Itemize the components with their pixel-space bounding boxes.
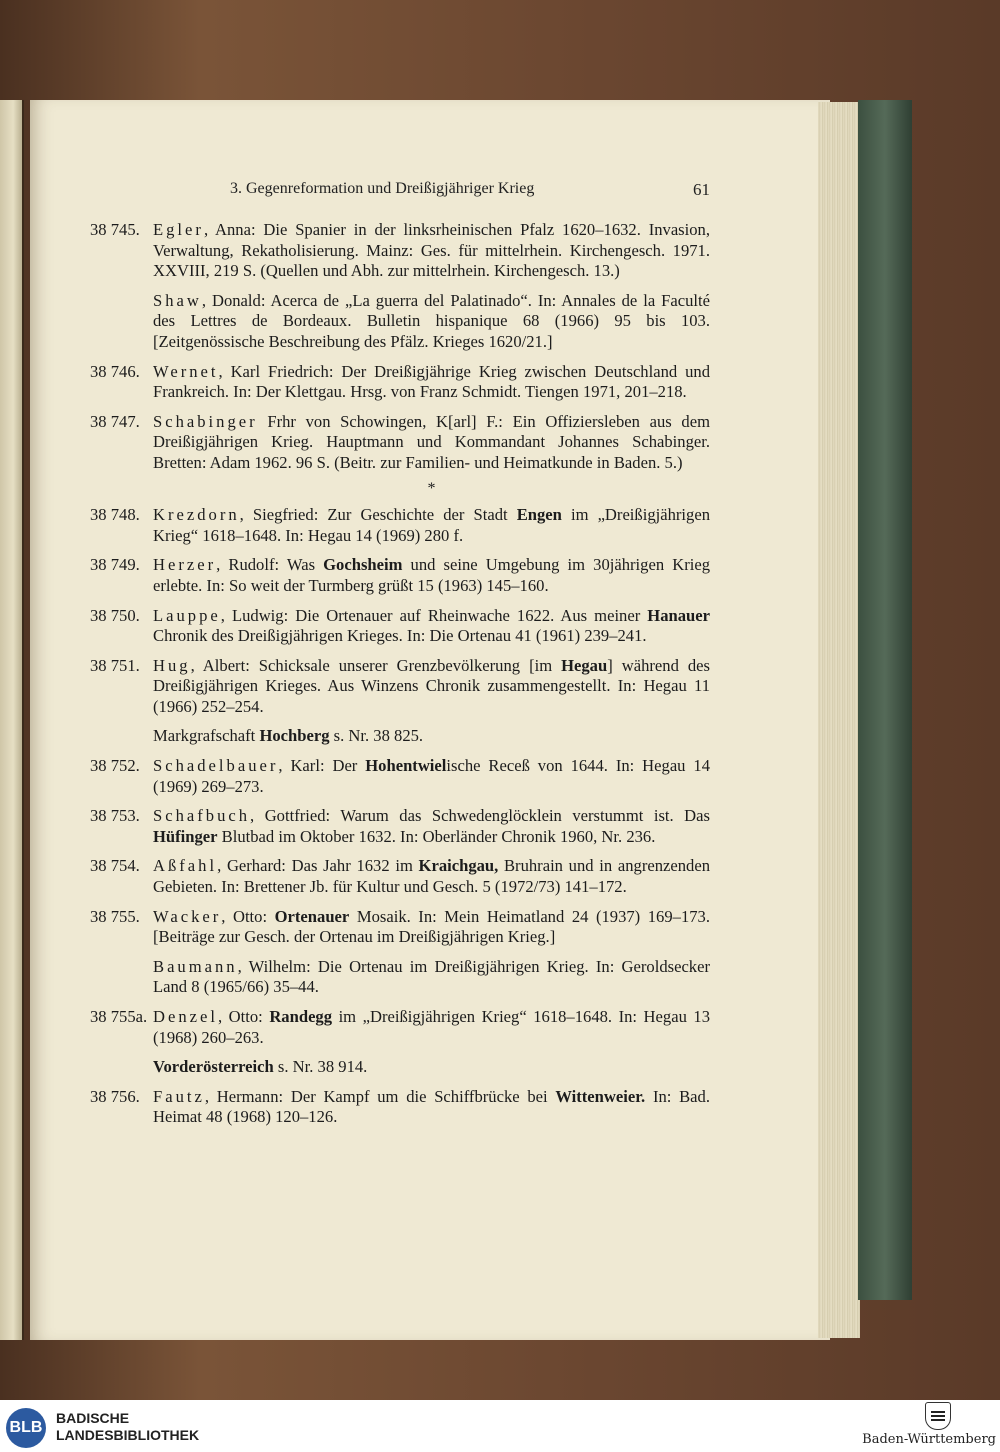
entry-text: , Ludwig: Die Ortenauer auf Rheinwache 1622. Aus meiner — [220, 605, 648, 625]
entry-text: , Anna: Die Spanier in der linksrheinischen Pfalz 1620–1632. Invasion, Verwaltung, Rekatholisierung. Mainz: Ges. für mittelrhein. Kirchengesch. 1971. XXVIII, 219 S. (Quellen und Abh. zur mittelrhein. Kirchengesch. 13.) — [153, 220, 710, 281]
entry-author: Hug — [153, 655, 191, 675]
footer-bar — [0, 1400, 1000, 1452]
entry-number: 38 751. — [90, 655, 140, 675]
running-header — [30, 178, 710, 208]
entry-number: 38 745. — [90, 220, 140, 239]
entry-text: Bruhrain und in angrenzenden Gebieten. In: Brettener Jb. für Kultur und Gesch. 5 (1972/73) 141–172. — [153, 856, 710, 897]
entry-text: s. Nr. 38 825. — [329, 726, 424, 746]
entry-number: 38 748. — [90, 505, 140, 525]
entry-38748 — [90, 505, 710, 546]
entry-text: , Wilhelm: Die Ortenau im Dreißigjährigen Krieg. In: Geroldsecker Land 8 (1965/66) 35–44. — [153, 956, 710, 997]
entry-number: 38 750. — [90, 605, 140, 625]
region-name: Baden-Württemberg — [862, 1432, 996, 1447]
place-name: Vorderösterreich — [153, 1057, 274, 1077]
entry-number: 38 747. — [90, 411, 140, 431]
entry-text: Chronik des Dreißigjährigen Krieges. In: Die Ortenau 41 (1961) 239–241. — [153, 626, 647, 646]
entry-shaw — [90, 291, 710, 353]
entry-author: Krezdorn — [153, 505, 240, 525]
entry-text: , Albert: Schicksale unserer Grenzbevölkerung [im — [190, 655, 562, 675]
entry-text: und seine Umgebung im 30jährigen Krieg erlebte. In: So weit der Turmberg grüßt 15 (1963) 145–160. — [153, 555, 710, 595]
place-name: Ortenauer — [274, 906, 350, 926]
entry-text: , Karl Friedrich: Der Dreißigjährige Krieg zwischen Deutschland und Frankreich. In: Der Klettgau. Hrsg. von Franz Schmidt. Tiengen 1971, 201–218. — [153, 361, 710, 402]
header-title: 3. Gegenreformation und Dreißigjähriger Krieg — [230, 180, 535, 197]
entry-number: 38 752. — [90, 756, 140, 776]
place-name: Hüfinger — [153, 826, 218, 846]
entry-author: Aßfahl — [153, 856, 218, 876]
entry-text: , Siegfried: Zur Geschichte der Stadt — [239, 505, 517, 525]
entry-38746 — [90, 362, 710, 403]
library-name[interactable] — [56, 1410, 199, 1444]
book-cover — [858, 100, 912, 1300]
entry-text: im „Dreißigjährigen Krieg“ 1618–1648. In: Hegau 13 (1968) 260–263. — [153, 1007, 710, 1047]
entry-number: 38 749. — [90, 555, 140, 575]
entry-text: ] während des Dreißigjährigen Krieges. Aus Winzens Chronik zusammengestellt. In: Hegau 11 (1966) 252–254. — [153, 655, 710, 716]
entry-number: 38 755. — [90, 906, 140, 926]
entry-number: 38 746. — [90, 361, 140, 381]
entry-author: Schabinger — [153, 411, 258, 431]
entry-text: Frhr von Schowingen, K[arl] F.: Ein Offiziersleben aus dem Dreißigjährigen Krieg. Hauptmann und Kommandant Johannes Schabinger. Bretten: Adam 1962. 96 S. (Beitr. zur Familien- und Heimatkunde in Baden. 5.) — [153, 411, 710, 472]
entry-38755 — [90, 907, 710, 948]
place-name: Hanauer — [647, 605, 710, 625]
entry-38754 — [90, 856, 710, 897]
entry-author: Denzel — [153, 1007, 218, 1026]
entry-baumann — [90, 957, 710, 998]
entry-author: Egler — [153, 220, 204, 239]
entry-number: 38 756. — [90, 1086, 140, 1106]
cross-reference-hochberg — [90, 726, 710, 747]
entry-38747 — [90, 412, 710, 474]
place-name: Hegau — [561, 655, 608, 675]
entry-author: Herzer — [153, 555, 217, 575]
entry-38745 — [90, 220, 710, 282]
entry-text: , Gottfried: Warum das Schwedenglöcklein verstummt ist. Das — [250, 806, 710, 826]
section-separator: * — [427, 479, 436, 497]
entry-author: Schafbuch — [153, 806, 251, 826]
entry-38752 — [90, 756, 710, 797]
page-edges — [818, 102, 860, 1338]
place-name: Hohentwiel — [365, 756, 447, 776]
entry-author: Wacker — [153, 906, 222, 926]
entry-38753 — [90, 806, 710, 847]
entry-38749 — [90, 555, 710, 596]
entry-text: im „Dreißigjährigen Krieg“ 1618–1648. In: Hegau 14 (1969) 280 f. — [153, 505, 710, 545]
entry-number: 38 755a. — [90, 1007, 148, 1026]
cross-reference-vorderoesterreich — [90, 1057, 710, 1078]
page-number: 61 — [693, 180, 710, 199]
entry-author: Wernet — [153, 361, 219, 381]
bibliography-entries — [90, 220, 710, 1137]
entry-text: , Otto: — [218, 1007, 270, 1026]
entry-text: , Rudolf: Was — [216, 555, 324, 575]
blb-logo[interactable]: BLB — [6, 1408, 46, 1448]
entry-38756 — [90, 1087, 710, 1128]
entry-text: Blutbad im Oktober 1632. In: Oberländer Chronik 1960, Nr. 236. — [217, 826, 656, 846]
entry-number: 38 754. — [90, 856, 140, 876]
entry-author: Schadelbauer — [153, 756, 279, 776]
entry-38750 — [90, 606, 710, 647]
entry-author: Fautz — [153, 1086, 205, 1106]
entry-text: , Hermann: Der Kampf um die Schiffbrücke bei — [204, 1086, 556, 1106]
library-name-line2: LANDESBIBLIOTHEK — [56, 1427, 200, 1443]
left-page-edge — [0, 100, 24, 1340]
entry-text: , Gerhard: Das Jahr 1632 im — [217, 856, 419, 876]
place-name: Kraichgau, — [418, 856, 499, 876]
entry-text: , Otto: — [221, 906, 275, 926]
entry-text: ische Receß von 1644. In: Hegau 14 (1969) 269–273. — [153, 756, 710, 796]
coat-of-arms-icon — [925, 1402, 951, 1430]
entry-38751 — [90, 656, 710, 718]
entry-text: , Donald: Acerca de „La guerra del Palatinado“. In: Annales de la Faculté des Lettres de Bordeaux. Bulletin hispanique 68 (1966) 95 bis 103. [Zeitgenössische Beschreibung des Pfälz. Krieges 1620/21.] — [153, 290, 710, 351]
place-name: Wittenweier. — [555, 1086, 646, 1106]
library-name-line1: BADISCHE — [56, 1410, 130, 1426]
place-name: Randegg — [269, 1007, 333, 1026]
entry-text: , Karl: Der — [278, 756, 366, 776]
entry-text: Markgrafschaft — [153, 726, 260, 746]
entry-author: Lauppe — [153, 605, 221, 625]
entry-number: 38 753. — [90, 806, 140, 826]
entry-text: In: Bad. Heimat 48 (1968) 120–126. — [153, 1086, 710, 1127]
entry-author: Baumann — [153, 956, 238, 976]
entry-text: s. Nr. 38 914. — [273, 1057, 368, 1077]
entry-author: Shaw — [153, 290, 202, 310]
place-name: Engen — [516, 505, 562, 525]
entry-38755a — [90, 1007, 710, 1048]
place-name: Hochberg — [259, 726, 330, 746]
entry-text: Mosaik. In: Mein Heimatland 24 (1937) 169–173. [Beiträge zur Gesch. der Ortenau im Dreißigjährigen Krieg.] — [153, 906, 710, 947]
place-name: Gochsheim — [323, 555, 403, 575]
